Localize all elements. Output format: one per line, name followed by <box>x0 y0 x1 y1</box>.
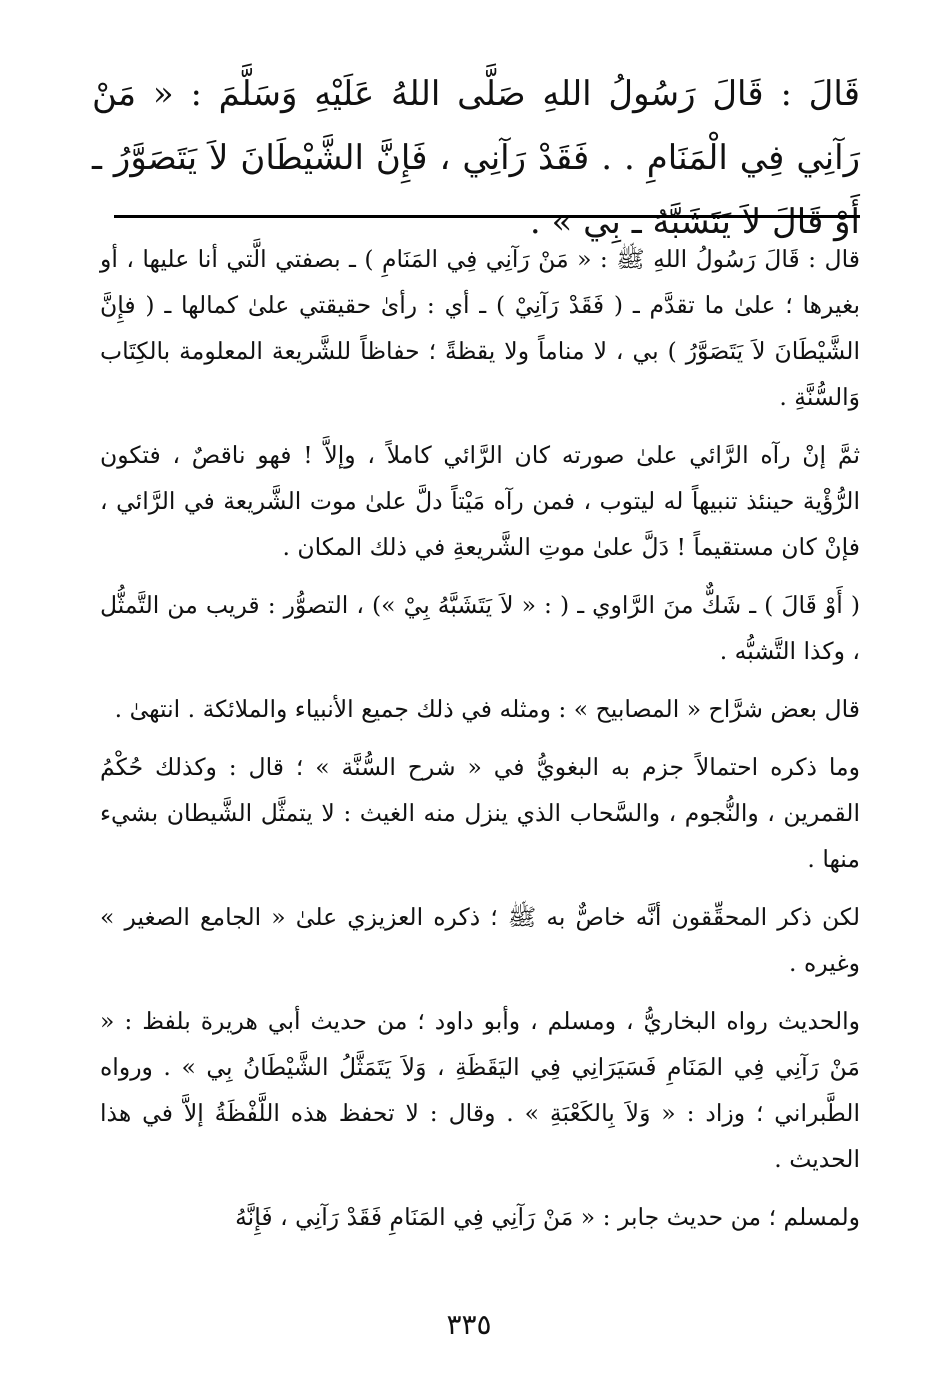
commentary-paragraph: ( أَوْ قَالَ ) ـ شَكٌّ منَ الرَّاوي ـ ( : « لاَ يَتَشَبَّهُ بِيْ ») ، التصوُّر : قريب من التَّمثُّل ، وكذا التَّشبُّه . <box>100 591 860 665</box>
commentary-paragraph: ولمسلم ؛ من حديث جابر : « مَنْ رَآنِي فِي المَنَامِ فَقَدْ رَآنِي ، فَإِنَّهُ <box>235 1203 860 1231</box>
commentary-paragraph: قال : قَالَ رَسُولُ اللهِ ﷺ : « مَنْ رَآنِي فِي المَنَامِ ) ـ بصفتي الَّتي أنا عليها ، أو بغيرها ؛ علىٰ ما تقدَّم ـ ( فَقَدْ رَآنِيْ ) ـ أي : رأىٰ حقيقتي علىٰ كمالها ـ ( فإِنَّ الشَّيْطَانَ لاَ يَتَصَوَّرُ ) بي ، لا مناماً ولا يقظةً ؛ حفاظاً للشَّريعة المعلومة بالكِتَاب وَالسُّنَّةِ . <box>100 245 860 411</box>
hadith-text: قَالَ : قَالَ رَسُولُ اللهِ صَلَّى اللهُ عَلَيْهِ وَسَلَّمَ : « مَنْ رَآنِي فِي الْمَنَامِ . . فَقَدْ رَآنِي ، فَإِنَّ الشَّيْطَانَ لاَ يَتَصَوَّرُ ـ أَوْ قَالَ لاَ يَتَشَبَّهُ ـ بِي » . <box>92 74 860 242</box>
commentary-paragraph: وما ذكره احتمالاً جزم به البغويُّ في « شرح السُّنَّة » ؛ قال : وكذلك حُكْمُ القمرين ، والنُّجوم ، والسَّحاب الذي ينزل منه الغيث : لا يتمثَّل الشَّيطان بشيء منها . <box>100 753 860 873</box>
commentary-paragraph: ثمَّ إنْ رآه الرَّائي علىٰ صورته كان الرَّائي كاملاً ، وإلاَّ ! فهو ناقصٌ ، فتكون الرُّؤْية حينئذ تنبيهاً له ليتوب ، فمن رآه مَيْتاً دلَّ علىٰ موت الشَّريعة في الرَّائي ، فإنْ كان مستقيماً ! دَلَّ علىٰ موتِ الشَّريعةِ في ذلك المكان . <box>100 441 860 561</box>
commentary-paragraph: والحديث رواه البخاريُّ ، ومسلم ، وأبو داود ؛ من حديث أبي هريرة بلفظ : « مَنْ رَآنِي فِي المَنَامِ فَسَيَرَانِي فِي اليَقَظَةِ ، وَلاَ يَتَمَثَّلُ الشَّيْطَانُ بِي » . ورواه الطَّبراني ؛ وزاد : « وَلاَ بِالكَعْبَةِ » . وقال : لا تحفظ هذه اللَّفْظَةُ إلاَّ في هذا الحديث . <box>100 1007 860 1173</box>
commentary-paragraph: لكن ذكر المحقِّقون أنَّه خاصٌّ به ﷺ ؛ ذكره العزيزي علىٰ « الجامع الصغير » وغيره . <box>100 903 860 977</box>
separator-rule <box>114 215 860 218</box>
page-number: ٣٣٥ <box>446 1308 492 1341</box>
commentary-body <box>100 236 860 1252</box>
commentary-paragraph: قال بعض شرَّاح « المصابيح » : ومثله في ذلك جميع الأنبياء والملائكة . انتهىٰ . <box>114 695 860 723</box>
